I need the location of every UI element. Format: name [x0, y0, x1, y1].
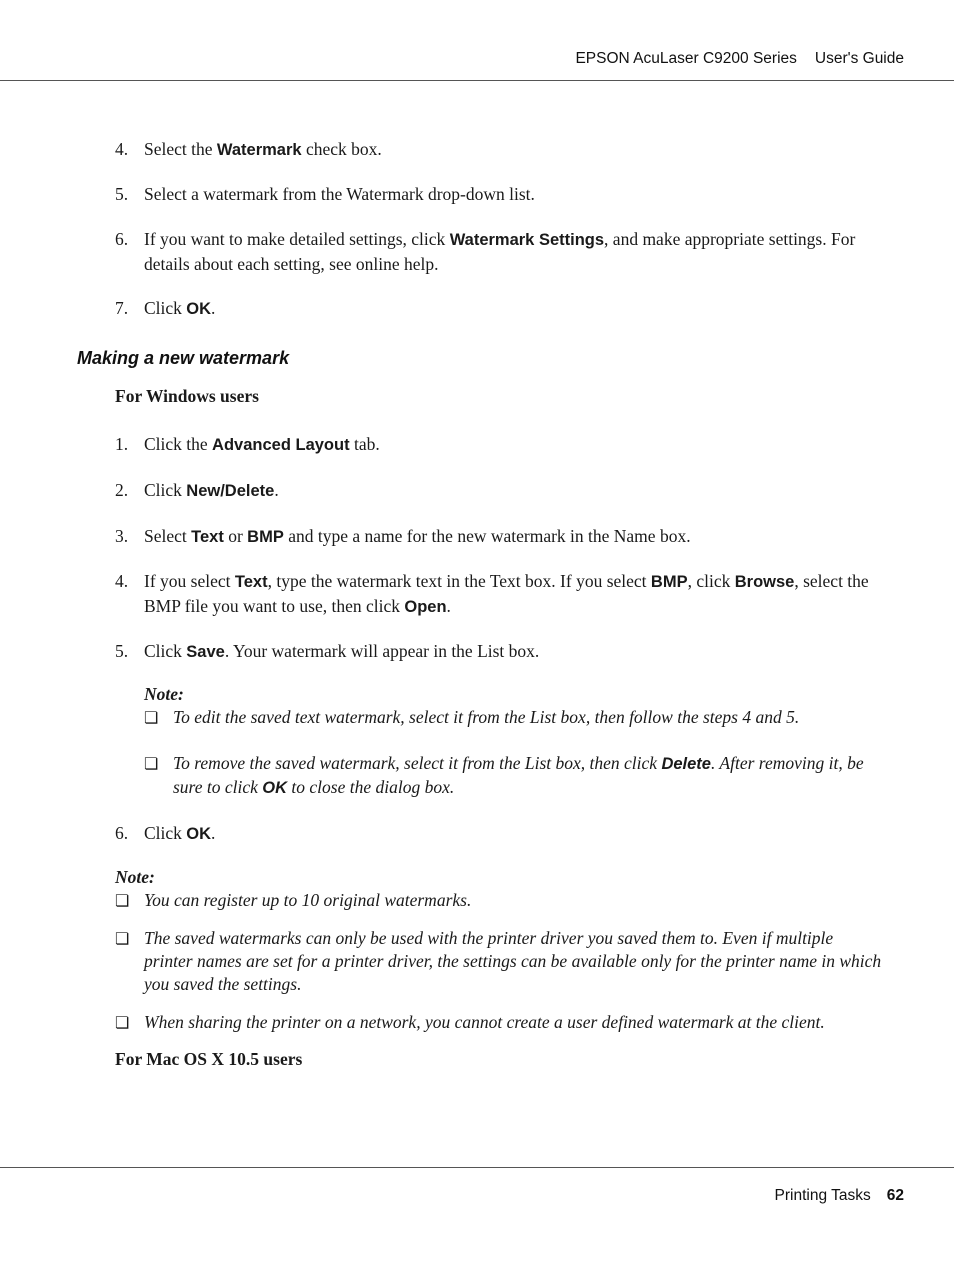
- checkbox-bullet-icon: ❏: [115, 1013, 130, 1032]
- note-text: When sharing the printer on a network, you cannot create a user defined watermark at the client.: [144, 1012, 825, 1032]
- windows-heading: For Windows users: [115, 386, 259, 406]
- step-1-advanced-layout: [115, 432, 885, 457]
- note-text: To edit the saved text watermark, select it from the List box, then follow the steps 4 and 5.: [173, 707, 800, 727]
- ui-term: Advanced Layout: [212, 436, 350, 454]
- step-number: 1.: [115, 434, 129, 454]
- page-footer: [775, 1187, 904, 1205]
- section-title: Making a new watermark: [77, 348, 290, 368]
- step-7-ok: [115, 296, 885, 321]
- ui-term: Text: [234, 573, 268, 591]
- note-label: Note:: [144, 684, 184, 704]
- ui-term: Save: [186, 643, 225, 661]
- step-number: 4.: [115, 139, 129, 159]
- step-text: , and make appropriate settings. For details about each setting, see online help.: [144, 229, 856, 274]
- step-3-text-bmp: [115, 524, 885, 549]
- step-text: If you want to make detailed settings, click: [144, 229, 450, 249]
- step-text: or: [223, 526, 248, 546]
- step-text: .: [211, 298, 216, 318]
- header-rule: [0, 80, 954, 81]
- ui-term: Browse: [734, 573, 795, 591]
- note-bullet: [144, 706, 884, 729]
- note-bullet: [115, 927, 885, 996]
- step-text: check box.: [301, 139, 382, 159]
- step-text: Select a watermark from the Watermark drop-down list.: [144, 184, 535, 204]
- step-text: Select: [144, 526, 192, 546]
- step-text: tab.: [349, 434, 380, 454]
- step-text: Click: [144, 480, 187, 500]
- step-text: .: [274, 480, 279, 500]
- step-number: 7.: [115, 298, 129, 318]
- step-text: Click: [144, 641, 187, 661]
- step-5-save: [115, 639, 885, 664]
- step-number: 5.: [115, 184, 129, 204]
- step-text: If you select: [144, 571, 235, 591]
- step-text: Click: [144, 298, 187, 318]
- ui-term: OK: [262, 779, 288, 797]
- note-text: You can register up to 10 original watermarks.: [144, 890, 472, 910]
- footer-section: Printing Tasks: [774, 1187, 871, 1204]
- ui-term: Watermark Settings: [449, 231, 605, 249]
- mac-heading: For Mac OS X 10.5 users: [115, 1049, 303, 1069]
- checkbox-bullet-icon: ❏: [115, 891, 130, 910]
- step-text: and type a name for the new watermark in the Name box.: [283, 526, 691, 546]
- ui-term: OK: [186, 300, 212, 318]
- step-number: 6.: [115, 823, 129, 843]
- step-text: .: [446, 596, 451, 616]
- ui-term: Text: [191, 528, 224, 546]
- note-text: . After removing it, be sure to click: [173, 753, 864, 797]
- checkbox-bullet-icon: ❏: [115, 929, 130, 948]
- ui-term: BMP: [650, 573, 688, 591]
- ui-term: Open: [404, 598, 447, 616]
- step-4-watermark: [115, 137, 885, 162]
- step-text: Click the: [144, 434, 213, 454]
- step-4-browse: [115, 569, 885, 619]
- step-5-select: [115, 182, 885, 206]
- note-text: To remove the saved watermark, select it from the List box, then click: [173, 753, 662, 773]
- ui-term: Delete: [661, 755, 711, 773]
- checkbox-bullet-icon: ❏: [144, 754, 159, 773]
- note-label: Note:: [115, 867, 155, 887]
- step-text: .: [211, 823, 216, 843]
- note-bullet: [115, 1011, 885, 1034]
- step-text: . Your watermark will appear in the List box.: [224, 641, 540, 661]
- step-2-new-delete: [115, 478, 885, 503]
- step-text: , type the watermark text in the Text box. If you select: [267, 571, 651, 591]
- step-text: , click: [687, 571, 735, 591]
- step-6-settings: [115, 227, 885, 276]
- step-text: , select the BMP file you want to use, then click: [144, 571, 869, 616]
- step-number: 2.: [115, 480, 129, 500]
- step-number: 5.: [115, 641, 129, 661]
- step-6-ok: [115, 821, 885, 846]
- step-number: 4.: [115, 571, 129, 591]
- note-bullet: [115, 889, 885, 912]
- ui-term: Watermark: [216, 141, 302, 159]
- page-number: 62: [886, 1187, 904, 1204]
- step-text: Click: [144, 823, 187, 843]
- step-number: 6.: [115, 229, 129, 249]
- header-product: EPSON AcuLaser C9200 Series: [575, 50, 797, 67]
- step-text: Select the: [144, 139, 217, 159]
- checkbox-bullet-icon: ❏: [144, 708, 159, 727]
- ui-term: BMP: [247, 528, 284, 546]
- note-text: The saved watermarks can only be used with the printer driver you saved them to. Even if multiple printer names are set for a printer driver, the settings can be available only for the printer name in which you saved the settings.: [144, 928, 882, 994]
- note-text: to close the dialog box.: [287, 777, 455, 797]
- ui-term: OK: [186, 825, 212, 843]
- footer-rule: [0, 1167, 954, 1168]
- ui-term: New/Delete: [186, 482, 275, 500]
- header-guide: User's Guide: [814, 50, 904, 67]
- note-bullet: [144, 752, 884, 800]
- step-number: 3.: [115, 526, 129, 546]
- page-header: [575, 50, 904, 68]
